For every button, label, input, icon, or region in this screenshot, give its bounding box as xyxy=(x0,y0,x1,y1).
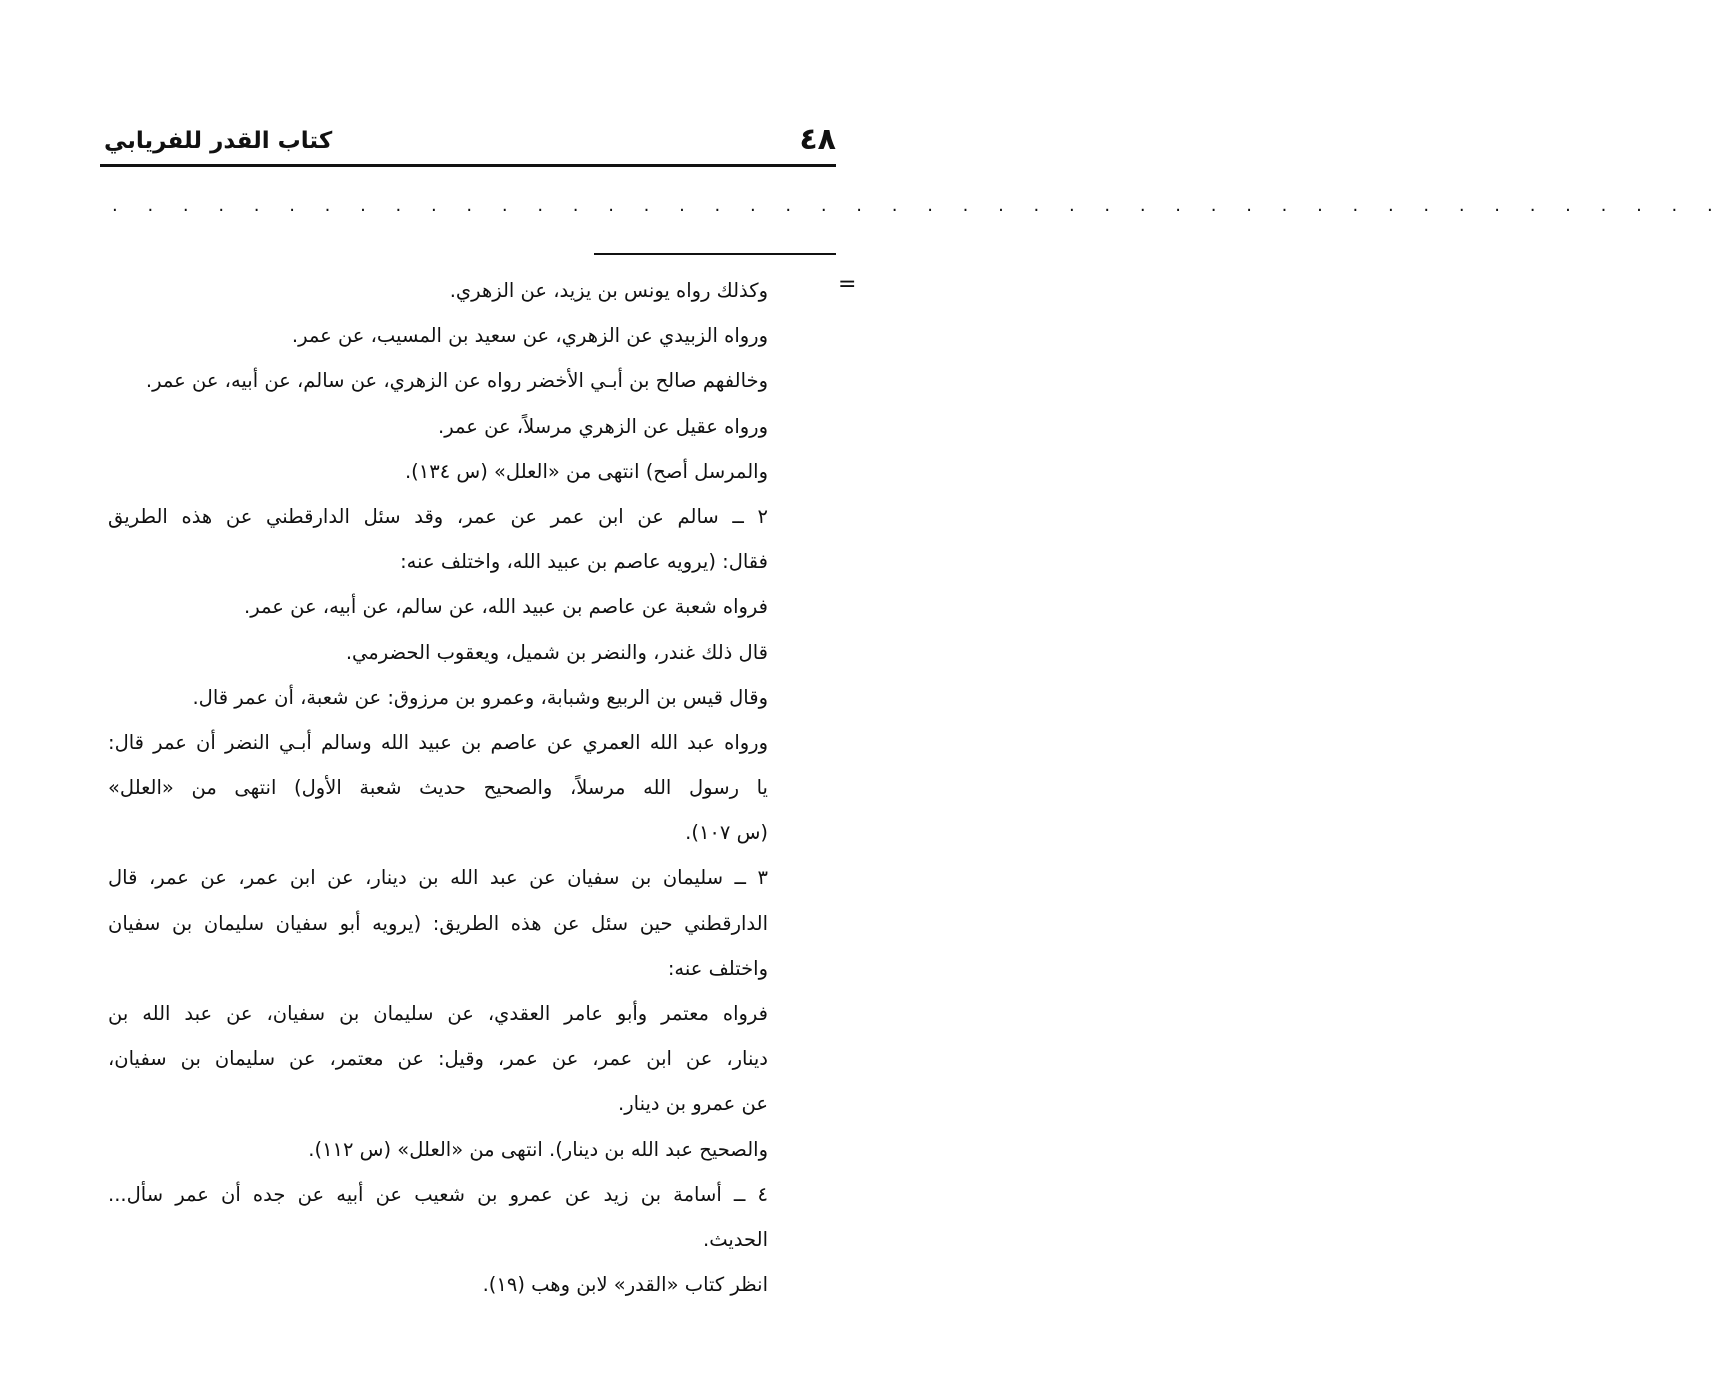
text-line: ورواه الزبيدي عن الزهري، عن سعيد بن المسيب، عن عمر. xyxy=(291,324,768,348)
continuation-mark: = xyxy=(838,272,857,297)
text-line: ٢ ــ سالم عن ابن عمر عن عمر، وقد سئل الدارقطني عن هذه الطريق xyxy=(108,504,768,528)
text-line: واختلف عنه: xyxy=(667,956,768,980)
footnote-text xyxy=(108,268,768,1307)
text-line: يا رسول الله مرسلاً، والصحيح حديث شعبة الأول) انتهى من «العلل» xyxy=(108,776,768,800)
text-line: (س ١٠٧). xyxy=(685,821,768,845)
page-header xyxy=(100,118,840,162)
text-line: والمرسل أصح) انتهى من «العلل» (س ١٣٤). xyxy=(404,459,768,483)
text-line: ٣ ــ سليمان بن سفيان عن عبد الله بن دينار، عن ابن عمر، عن عمر، قال xyxy=(108,866,768,890)
text-line: عن عمرو بن دينار. xyxy=(618,1092,768,1116)
text-line: انظر كتاب «القدر» لابن وهب (١٩). xyxy=(482,1273,768,1297)
text-line: فقال: (يرويه عاصم بن عبيد الله، واختلف عنه: xyxy=(400,550,768,574)
text-line: والصحيح عبد الله بن دينار). انتهى من «العلل» (س ١١٢). xyxy=(308,1137,768,1161)
running-title: كتاب القدر للفريابي xyxy=(104,128,333,154)
page-number: ٤٨ xyxy=(799,122,836,157)
text-line: قال ذلك غندر، والنضر بن شميل، ويعقوب الحضرمي. xyxy=(345,640,768,664)
text-line: دينار، عن ابن عمر، عن عمر، وقيل: عن معتمر، عن سليمان بن سفيان، xyxy=(108,1047,768,1071)
text-line: وقال قيس بن الربيع وشبابة، وعمرو بن مرزوق: عن شعبة، أن عمر قال. xyxy=(192,685,768,709)
separator-dots: . . . . . . . . . . . . . . . . . . . . . . . . . . . . . . . . . . . . . . . . . . . . . . xyxy=(112,195,1725,216)
text-line: فرواه معتمر وأبو عامر العقدي، عن سليمان بن سفيان، عن عبد الله بن xyxy=(108,1002,768,1025)
footnote-rule xyxy=(594,253,836,255)
text-line: وخالفهم صالح بن أبـي الأخضر رواه عن الزهري، عن سالم، عن أبيه، عن عمر. xyxy=(145,369,768,393)
text-line: ورواه عبد الله العمري عن عاصم بن عبيد الله وسالم أبـي النضر أن عمر قال: xyxy=(108,730,768,754)
text-line: الحديث. xyxy=(703,1227,768,1251)
header-rule xyxy=(100,164,836,167)
text-line: ٤ ــ أسامة بن زيد عن عمرو بن شعيب عن أبيه عن جده أن عمر سأل... xyxy=(108,1182,768,1206)
text-line: وكذلك رواه يونس بن يزيد، عن الزهري. xyxy=(449,279,768,302)
text-line: ورواه عقيل عن الزهري مرسلاً، عن عمر. xyxy=(438,414,768,438)
text-line: الدارقطني حين سئل عن هذه الطريق: (يرويه أبو سفيان سليمان بن سفيان xyxy=(108,911,768,935)
text-line: فرواه شعبة عن عاصم بن عبيد الله، عن سالم، عن أبيه، عن عمر. xyxy=(244,595,768,619)
